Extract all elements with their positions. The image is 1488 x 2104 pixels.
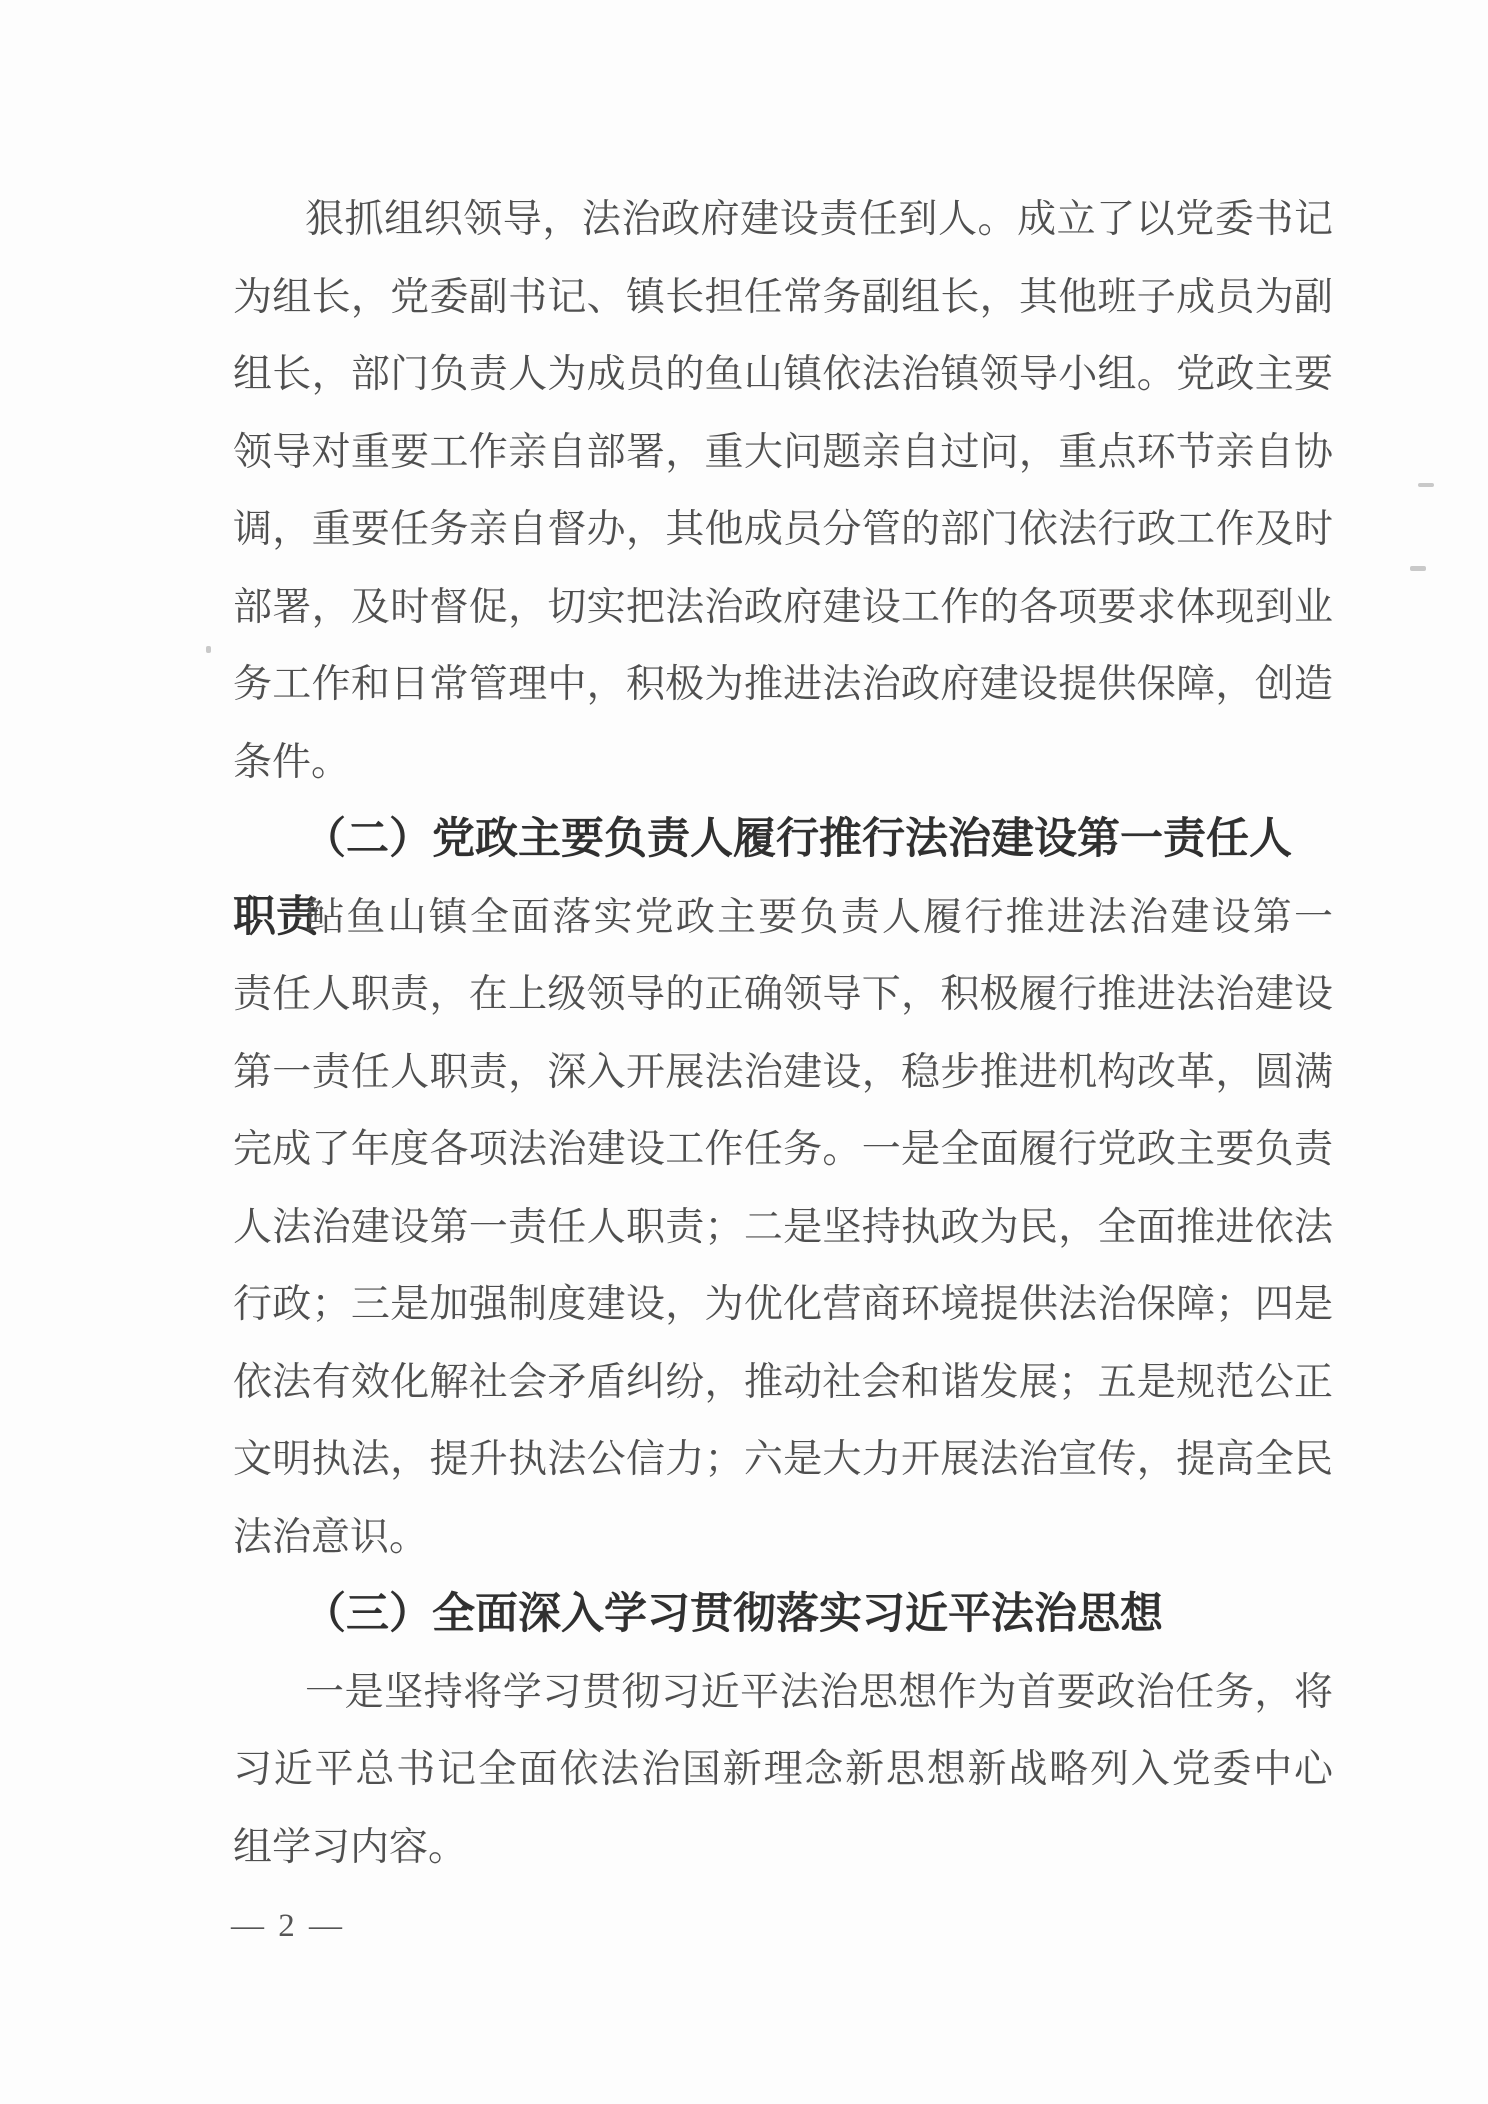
text-line: 完成了年度各项法治建设工作任务。一是全面履行党政主要负责 (233, 1128, 1333, 1171)
text-line: 为组长，党委副书记、镇长担任常务副组长，其他班子成员为副 (233, 275, 1333, 319)
text-line: 狠抓组织领导，法治政府建设责任到人。成立了以党委书记 (305, 198, 1333, 241)
text-line: 领导对重要工作亲自部署，重大问题亲自过问，重点环节亲自协 (233, 430, 1333, 474)
section-heading-2: （二）党政主要负责人履行推行法治建设第一责任人职责 (233, 816, 1292, 941)
text-line: 人法治建设第一责任人职责；二是坚持执政为民，全面推进依法 (233, 1205, 1333, 1249)
text-line: 组学习内容。 (233, 1825, 468, 1869)
text-line: 组长，部门负责人为成员的鱼山镇依法治镇领导小组。党政主要 (233, 353, 1333, 396)
document-body (233, 181, 1333, 1886)
text-line: 调，重要任务亲自督办，其他成员分管的部门依法行政工作及时 (233, 508, 1333, 551)
text-line: 文明执法，提升执法公信力；六是大力开展法治宣传，提高全民 (233, 1438, 1333, 1481)
text-line: 法治意识。 (233, 1515, 429, 1559)
text-line: 责任人职责，在上级领导的正确领导下，积极履行推进法治建设 (233, 973, 1333, 1016)
text-line: 行政；三是加强制度建设，为优化营商环境提供法治保障；四是 (233, 1283, 1333, 1326)
section-heading-3: （三）全面深入学习贯彻落实习近平法治思想 (303, 1591, 1163, 1638)
text-line: 部署，及时督促，切实把法治政府建设工作的各项要求体现到业 (233, 585, 1333, 629)
scan-artifact (1418, 483, 1434, 487)
text-line: 习近平总书记全面依法治国新理念新思想新战略列入党委中心 (233, 1748, 1333, 1791)
scan-artifact (1410, 566, 1426, 571)
text-line: 一是坚持将学习贯彻习近平法治思想作为首要政治任务，将 (305, 1670, 1333, 1714)
text-line: 第一责任人职责，深入开展法治建设，稳步推进机构改革，圆满 (233, 1050, 1333, 1094)
text-line: 依法有效化解社会矛盾纠纷，推动社会和谐发展；五是规范公正 (233, 1360, 1333, 1404)
text-line: 务工作和日常管理中，积极为推进法治政府建设提供保障，创造 (233, 663, 1333, 706)
page-number: — 2 — (231, 1908, 345, 1944)
text-line: 条件。 (233, 740, 351, 784)
text-line: 鲇鱼山镇全面落实党政主要负责人履行推进法治建设第一 (305, 895, 1333, 939)
scan-artifact (206, 646, 211, 653)
